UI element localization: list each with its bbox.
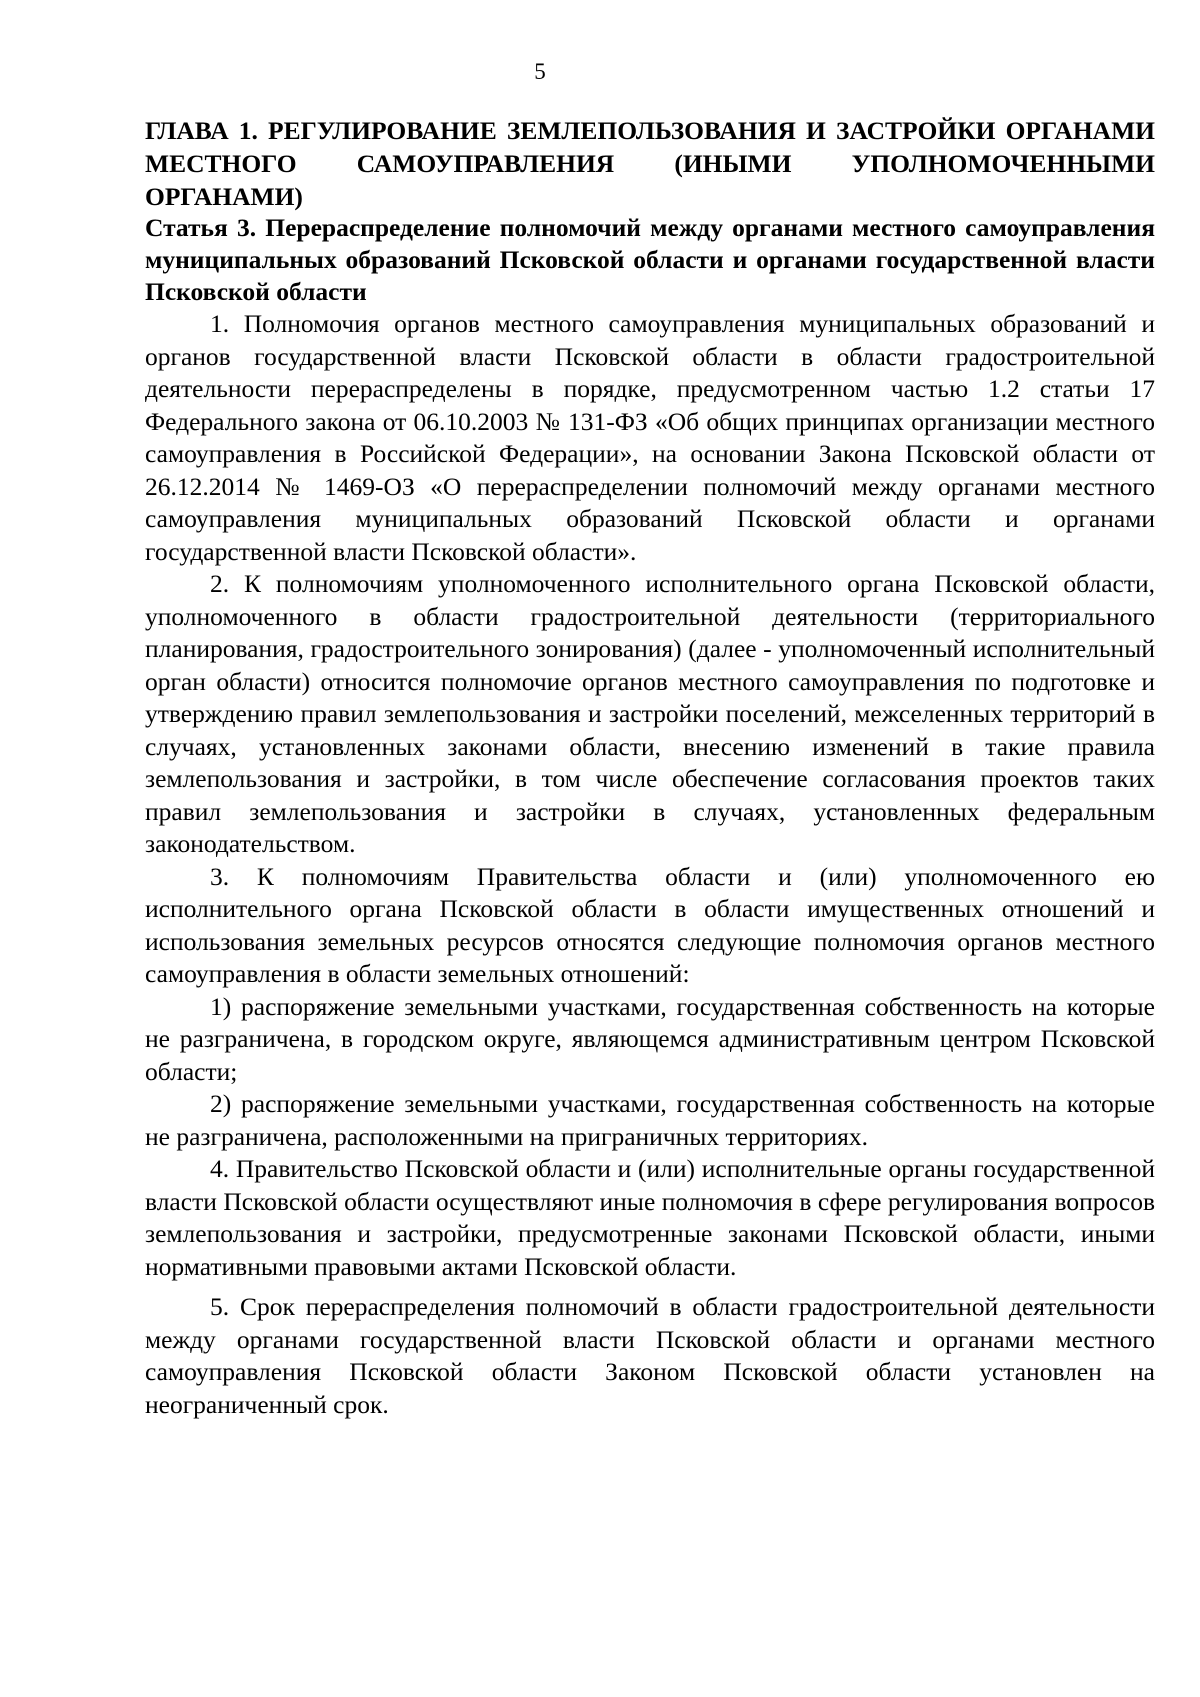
- page-number: 5: [534, 59, 546, 84]
- article-title: Статья 3. Перераспределение полномочий между органами местного самоуправления муниципальных образований Псковской области и органами государственной власти Псковской области: [145, 213, 1155, 306]
- paragraph-3-item-2: 2) распоряжение земельными участками, государственная собственность на которые не разграничена, расположенными на приграничных территориях.: [145, 1089, 1155, 1151]
- paragraph-4: 4. Правительство Псковской области и (или) исполнительные органы государственной власти Псковской области осуществляют иные полномочия в сфере регулирования вопросов землепользования и застройки, предусмотренные законами Псковской области, иными нормативными правовыми актами Псковской области.: [145, 1154, 1155, 1281]
- chapter-title: ГЛАВА 1. РЕГУЛИРОВАНИЕ ЗЕМЛЕПОЛЬЗОВАНИЯ И ЗАСТРОЙКИ ОРГАНАМИ МЕСТНОГО САМОУПРАВЛЕНИЯ (ИНЫМИ УПОЛНОМОЧЕННЫМИ ОРГАНАМИ): [145, 116, 1155, 211]
- paragraph-3-item-1: 1) распоряжение земельными участками, государственная собственность на которые не разграничена, в городском округе, являющемся административным центром Псковской области;: [145, 991, 1155, 1086]
- paragraph-3: 3. К полномочиям Правительства области и (или) уполномоченного ею исполнительного органа Псковской области в области имущественных отношений и использования земельных ресурсов относятся следующие полномочия органов местного самоуправления в области земельных отношений:: [145, 861, 1155, 988]
- paragraph-5: 5. Срок перераспределения полномочий в области градостроительной деятельности между органами государственной власти Псковской области и органами местного самоуправления Псковской области Законом Псковской области установлен на неограниченный срок.: [145, 1292, 1155, 1419]
- paragraph-1: 1. Полномочия органов местного самоуправления муниципальных образований и органов государственной власти Псковской области в области градостроительной деятельности перераспределены в порядке, предусмотренном частью 1.2 статьи 17 Федерального закона от 06.10.2003 № 131-ФЗ «Об общих принципах организации местного самоуправления в Российской Федерации», на основании Закона Псковской области от 26.12.2014 № 1469-ОЗ «О перераспределении полномочий между органами местного самоуправления муниципальных образований Псковской области и органами государственной власти Псковской области».: [145, 309, 1155, 566]
- article-body: [145, 308, 1155, 1421]
- paragraph-2: 2. К полномочиям уполномоченного исполнительного органа Псковской области, уполномоченного в области градостроительной деятельности (территориального планирования, градостроительного зонирования) (далее - уполномоченный исполнительный орган области) относится полномочие органов местного самоуправления по подготовке и утверждению правил землепользования и застройки поселений, межселенных территорий в случаях, установленных законами области, внесению изменений в такие правила землепользования и застройки, в том числе обеспечение согласования проектов таких правил землепользования и застройки в случаях, установленных федеральным законодательством.: [145, 569, 1155, 858]
